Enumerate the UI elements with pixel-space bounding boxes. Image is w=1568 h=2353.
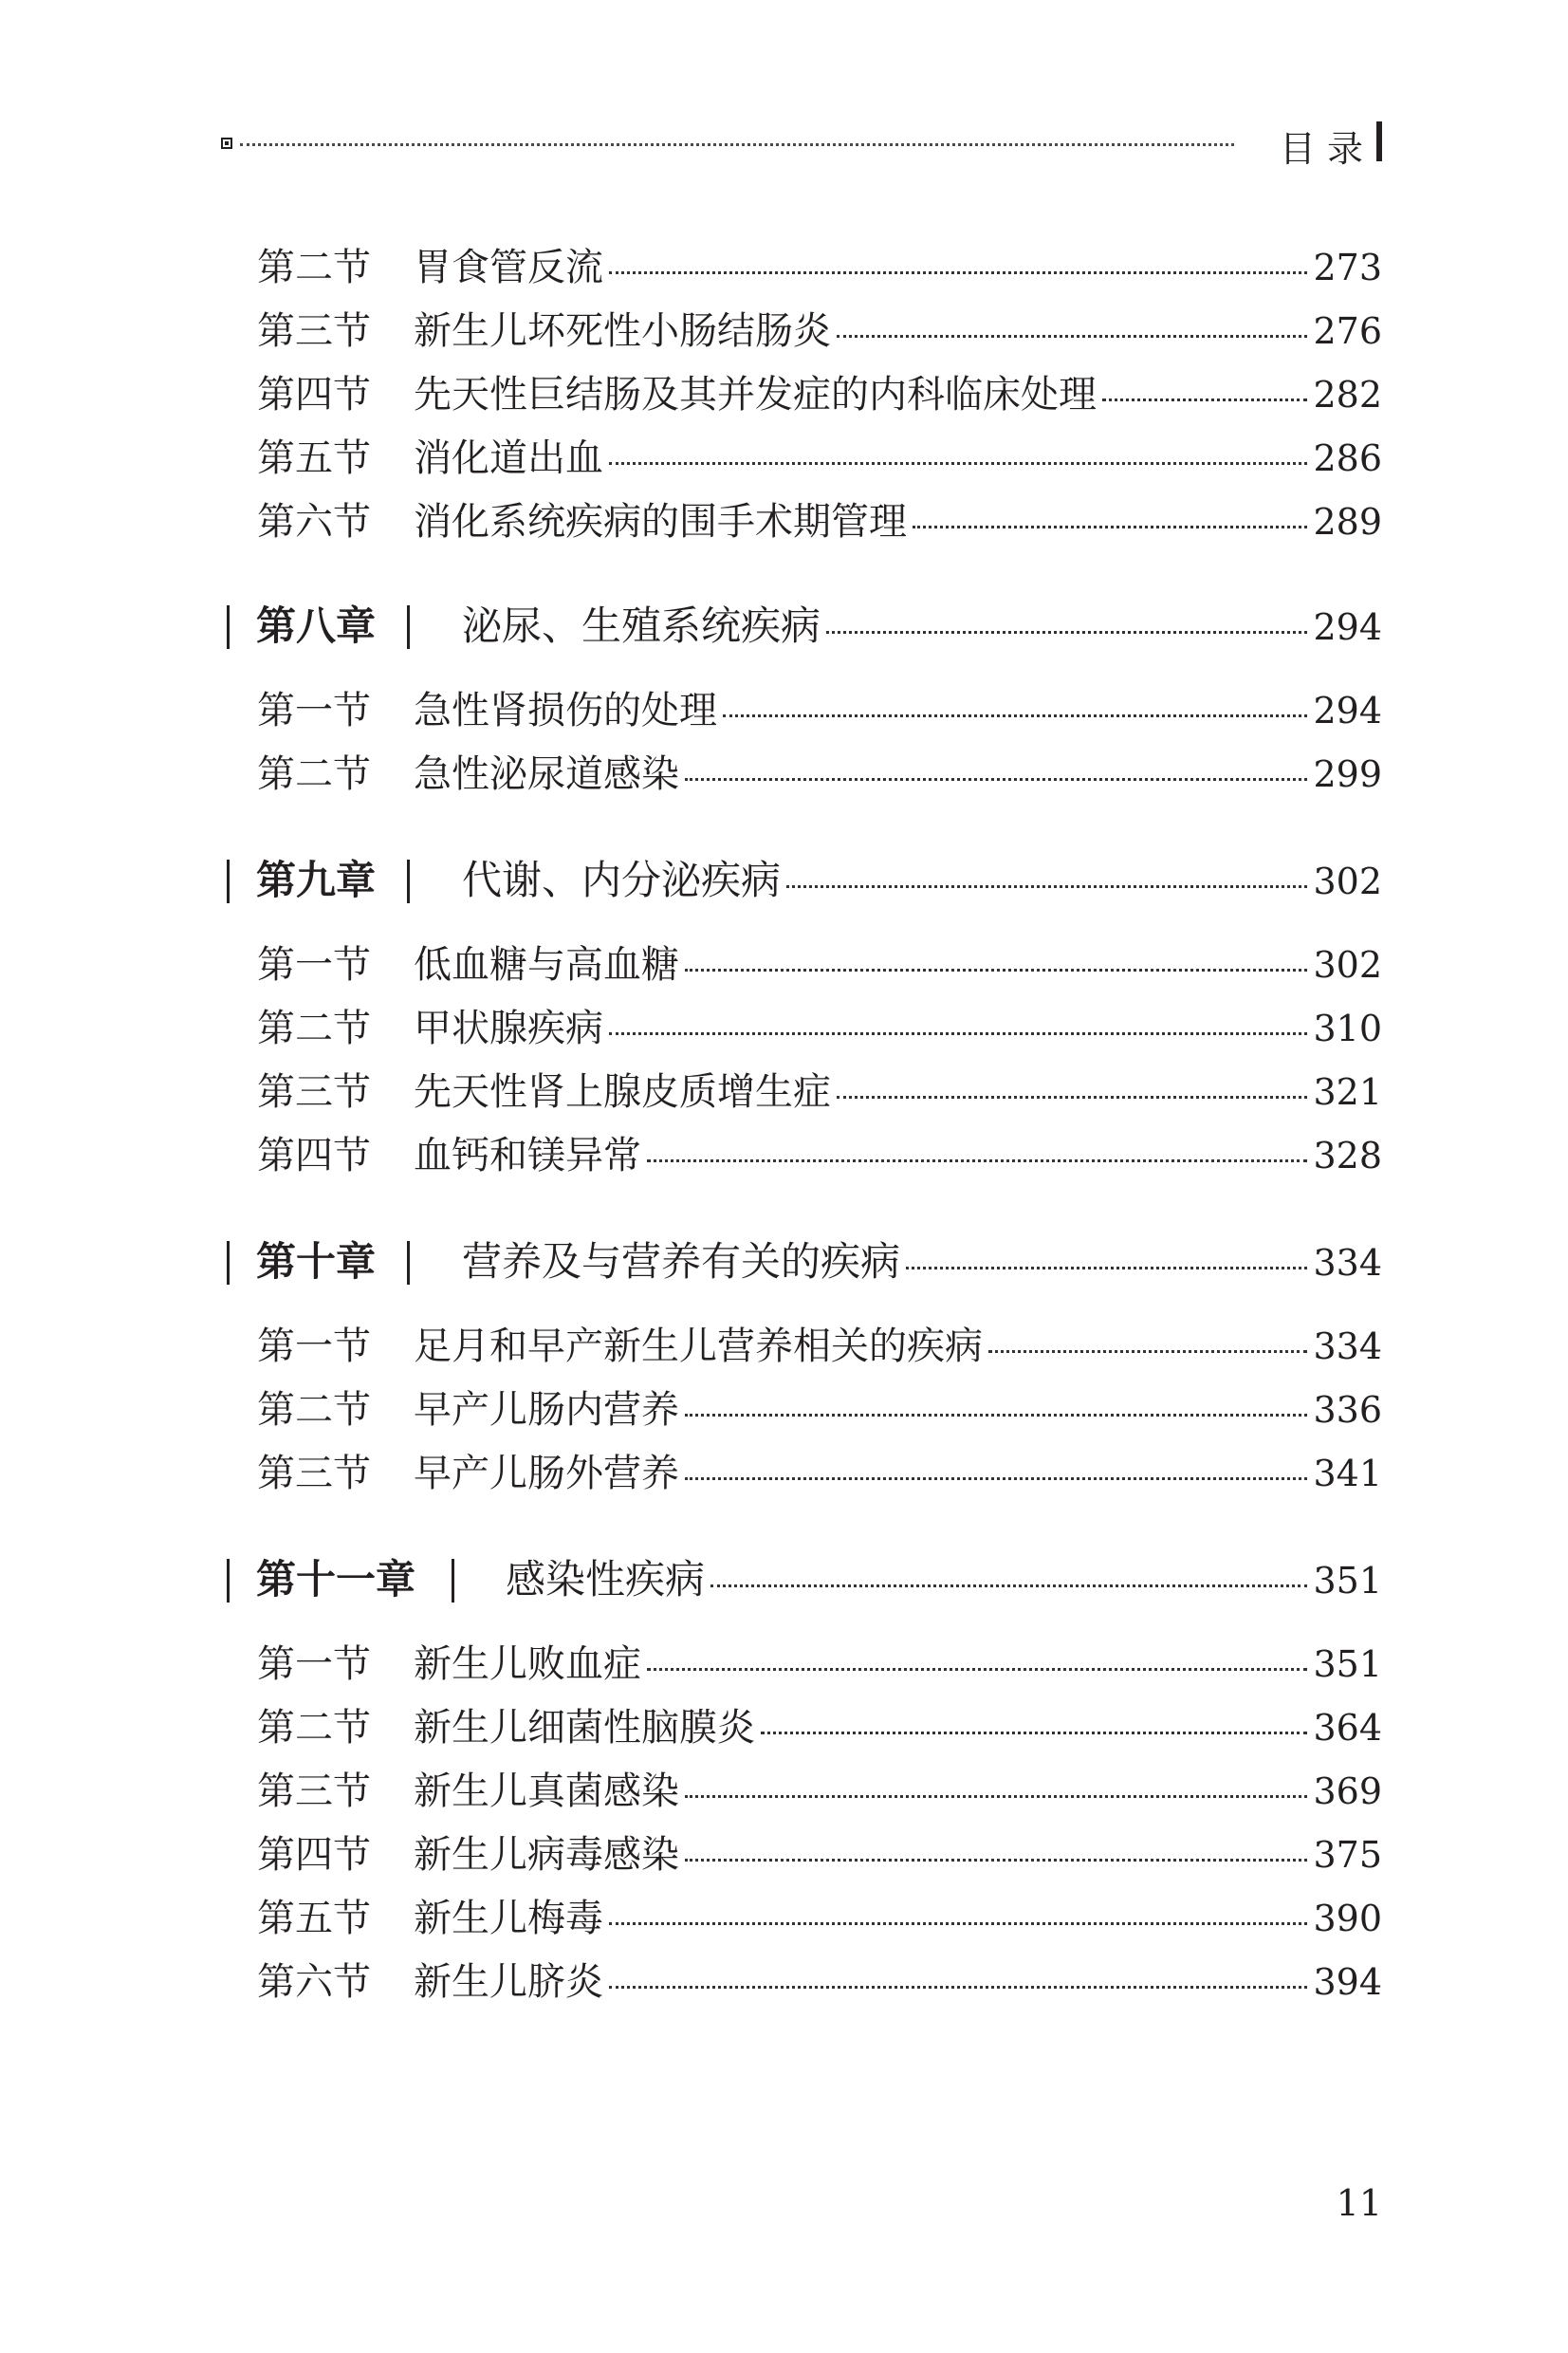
page-ref: 328: [1313, 1135, 1382, 1176]
dot-leader: [826, 631, 1307, 634]
dot-leader: [685, 1795, 1307, 1798]
dot-leader: [609, 462, 1307, 465]
toc-section-row[interactable]: [0, 1888, 1568, 1945]
dot-leader: [906, 1267, 1307, 1269]
header-title: 目 录: [1279, 128, 1363, 170]
entry-title: 新生儿梅毒: [414, 1897, 603, 1940]
dot-leader: [685, 1859, 1307, 1862]
page-ref: 394: [1313, 1961, 1382, 2003]
page-ref: 351: [1313, 1560, 1382, 1602]
chapter-title: 感染性疾病: [506, 1556, 706, 1603]
entry-title: 新生儿脐炎: [414, 1960, 603, 2004]
section-label: 第五节: [257, 436, 371, 480]
section-label: 第三节: [257, 309, 371, 353]
section-label: 第二节: [257, 1388, 371, 1432]
dot-leader: [723, 714, 1307, 717]
toc-section-row[interactable]: [0, 491, 1568, 548]
chapter-label: 第九章: [256, 857, 377, 903]
entry-title: 低血糖与高血糖: [414, 943, 679, 987]
section-label: 第三节: [257, 1070, 371, 1114]
chapter-title: 营养及与营养有关的疾病: [462, 1238, 901, 1285]
page-ref: 390: [1313, 1898, 1382, 1939]
chapter-bar-right: [407, 1241, 410, 1285]
chapter-label: 第十章: [256, 1238, 377, 1285]
entry-title: 胃食管反流: [414, 246, 603, 289]
section-label: 第二节: [257, 752, 371, 796]
header-dotted-rule: [240, 143, 1234, 146]
entry-title: 新生儿败血症: [414, 1642, 641, 1686]
chapter-label: 第八章: [256, 602, 377, 649]
entry-title: 甲状腺疾病: [414, 1007, 603, 1050]
page-ref: 276: [1313, 310, 1382, 352]
page-ref: 302: [1313, 861, 1382, 902]
page-ref: 294: [1313, 690, 1382, 732]
entry-title: 急性肾损伤的处理: [414, 689, 717, 732]
section-label: 第四节: [257, 1833, 371, 1877]
toc-section-row[interactable]: [0, 237, 1568, 294]
toc-section-row[interactable]: [0, 680, 1568, 737]
toc-section-row[interactable]: [0, 1125, 1568, 1182]
section-label: 第二节: [257, 246, 371, 289]
dot-leader: [761, 1732, 1307, 1734]
entry-title: 新生儿细菌性脑膜炎: [414, 1706, 755, 1750]
page-ref: 289: [1313, 501, 1382, 543]
dot-leader: [609, 1032, 1307, 1035]
entry-title: 血钙和镁异常: [414, 1134, 641, 1177]
toc-section-row[interactable]: [0, 1380, 1568, 1436]
dot-leader: [837, 335, 1307, 338]
section-label: 第三节: [257, 1452, 371, 1495]
section-label: 第一节: [257, 689, 371, 732]
page-ref: 299: [1313, 753, 1382, 795]
dot-leader: [609, 1922, 1307, 1925]
toc-section-row[interactable]: [0, 301, 1568, 358]
toc-section-row[interactable]: [0, 428, 1568, 485]
dot-leader: [710, 1584, 1307, 1587]
chapter-title: 代谢、内分泌疾病: [462, 857, 782, 903]
section-label: 第四节: [257, 373, 371, 417]
entry-title: 先天性巨结肠及其并发症的内科临床处理: [414, 373, 1097, 417]
entry-title: 新生儿坏死性小肠结肠炎: [414, 309, 831, 353]
entry-title: 急性泌尿道感染: [414, 752, 679, 796]
entry-title: 消化道出血: [414, 436, 603, 480]
page-ref: 302: [1313, 944, 1382, 986]
dot-leader: [685, 778, 1307, 781]
dot-leader: [685, 969, 1307, 972]
page-ref: 341: [1313, 1453, 1382, 1494]
page-ref: 375: [1313, 1834, 1382, 1876]
section-label: 第四节: [257, 1134, 371, 1177]
dot-leader: [647, 1668, 1307, 1671]
chapter-bar-left: [227, 860, 230, 903]
entry-title: 早产儿肠外营养: [414, 1452, 679, 1495]
dot-leader: [837, 1096, 1307, 1099]
toc-section-row[interactable]: [0, 1316, 1568, 1373]
toc-section-row[interactable]: [0, 1761, 1568, 1818]
chapter-bar-right: [407, 860, 410, 903]
dot-leader: [913, 526, 1307, 528]
chapter-label: 第十一章: [256, 1556, 416, 1603]
toc-section-row[interactable]: [0, 1634, 1568, 1691]
chapter-bar-right: [452, 1559, 454, 1603]
page-ref: 286: [1313, 437, 1382, 479]
section-label: 第二节: [257, 1706, 371, 1750]
page-ref: 364: [1313, 1707, 1382, 1749]
entry-title: 足月和早产新生儿营养相关的疾病: [414, 1325, 983, 1368]
toc-section-row[interactable]: [0, 744, 1568, 801]
section-label: 第一节: [257, 1325, 371, 1368]
toc-chapter-row[interactable]: [0, 598, 1568, 655]
dot-leader: [685, 1477, 1307, 1480]
page-ref: 273: [1313, 247, 1382, 288]
entry-title: 消化系统疾病的围手术期管理: [414, 500, 907, 544]
page-ref: 369: [1313, 1770, 1382, 1812]
section-label: 第一节: [257, 1642, 371, 1686]
toc-chapter-row[interactable]: [0, 1551, 1568, 1608]
entry-title: 新生儿病毒感染: [414, 1833, 679, 1877]
section-label: 第六节: [257, 1960, 371, 2004]
running-header: [221, 125, 1382, 170]
chapter-bar-left: [227, 1241, 230, 1285]
entry-title: 先天性肾上腺皮质增生症: [414, 1070, 831, 1114]
toc-section-row[interactable]: [0, 1697, 1568, 1754]
toc-section-row[interactable]: [0, 1062, 1568, 1119]
toc-section-row[interactable]: [0, 998, 1568, 1055]
page-ref: 282: [1313, 374, 1382, 416]
toc-chapter-row[interactable]: [0, 1233, 1568, 1290]
page-ref: 310: [1313, 1008, 1382, 1049]
dot-leader: [1102, 398, 1307, 401]
dot-leader: [786, 885, 1307, 888]
toc-section-row[interactable]: [0, 935, 1568, 991]
toc-section-row[interactable]: [0, 1443, 1568, 1500]
page-ref: 334: [1313, 1242, 1382, 1284]
toc-section-row[interactable]: [0, 1952, 1568, 2009]
page-ref: 321: [1313, 1071, 1382, 1113]
entry-title: 新生儿真菌感染: [414, 1769, 679, 1813]
chapter-bar-left: [227, 605, 230, 649]
dot-leader: [609, 1986, 1307, 1989]
page-number: 11: [1336, 2182, 1382, 2224]
page-ref: 336: [1313, 1389, 1382, 1431]
section-label: 第六节: [257, 500, 371, 544]
toc-section-row[interactable]: [0, 1825, 1568, 1881]
header-square-mark: [221, 138, 232, 149]
dot-leader: [988, 1350, 1307, 1353]
toc-chapter-row[interactable]: [0, 852, 1568, 909]
section-label: 第二节: [257, 1007, 371, 1050]
page-ref: 351: [1313, 1643, 1382, 1685]
dot-leader: [609, 271, 1307, 274]
chapter-bar-left: [227, 1559, 230, 1603]
entry-title: 早产儿肠内营养: [414, 1388, 679, 1432]
section-label: 第一节: [257, 943, 371, 987]
section-label: 第五节: [257, 1897, 371, 1940]
chapter-bar-right: [407, 605, 410, 649]
page-ref: 334: [1313, 1325, 1382, 1367]
section-label: 第三节: [257, 1769, 371, 1813]
dot-leader: [647, 1159, 1307, 1162]
header-bar: [1376, 121, 1382, 161]
chapter-title: 泌尿、生殖系统疾病: [462, 602, 821, 649]
dot-leader: [685, 1414, 1307, 1417]
toc-section-row[interactable]: [0, 364, 1568, 421]
page-ref: 294: [1313, 606, 1382, 648]
